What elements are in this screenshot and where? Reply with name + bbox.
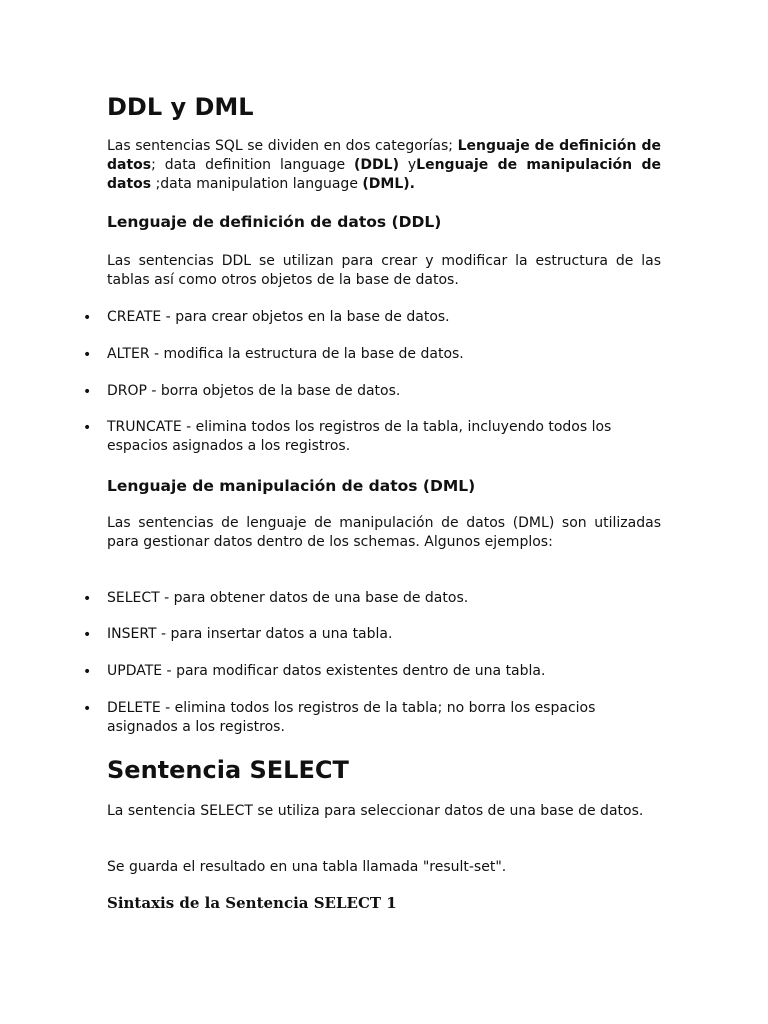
ddl-item-truncate: TRUNCATE - elimina todos los registros de la tabla, incluyendo todos los espacios asignados a los registros. bbox=[107, 419, 612, 454]
bullet-icon: • bbox=[83, 420, 92, 436]
intro-text-2: ; data definition language bbox=[151, 157, 355, 173]
select-paragraph-2: Se guarda el resultado en una tabla llamada "result-set". bbox=[107, 859, 507, 875]
dml-item-delete: DELETE - elimina todos los registros de la tabla; no borra los espacios asignados a los registros. bbox=[107, 700, 596, 735]
intro-bold-ddl-name: Lenguaje de definición de datos bbox=[107, 138, 662, 173]
bullet-icon: • bbox=[83, 384, 92, 400]
bullet-icon: • bbox=[83, 347, 92, 363]
intro-text-4: ;data manipulation language bbox=[151, 176, 363, 192]
bullet-icon: • bbox=[83, 591, 92, 607]
dml-item-insert: INSERT - para insertar datos a una tabla. bbox=[107, 626, 393, 642]
select-title: Sentencia SELECT bbox=[107, 756, 349, 784]
intro-text-3: y bbox=[398, 157, 417, 173]
ddl-heading: Lenguaje de definición de datos (DDL) bbox=[107, 213, 442, 231]
select-paragraph-1: La sentencia SELECT se utiliza para seleccionar datos de una base de datos. bbox=[107, 803, 644, 819]
ddl-paragraph: Las sentencias DDL se utilizan para crear y modificar la estructura de las tablas así como otros objetos de la base de datos. bbox=[107, 253, 661, 288]
bullet-icon: • bbox=[83, 627, 92, 643]
bullet-icon: • bbox=[83, 664, 92, 680]
ddl-item-drop: DROP - borra objetos de la base de datos. bbox=[107, 383, 401, 399]
select-syntax-heading: Sintaxis de la Sentencia SELECT 1 bbox=[107, 894, 397, 912]
intro-text-1: Las sentencias SQL se dividen en dos categorías; bbox=[107, 138, 458, 154]
dml-item-select: SELECT - para obtener datos de una base de datos. bbox=[107, 590, 469, 606]
intro-bold-dml: (DML). bbox=[362, 176, 415, 192]
ddl-item-create: CREATE - para crear objetos en la base de datos. bbox=[107, 309, 450, 325]
ddl-dml-intro bbox=[107, 137, 661, 194]
bullet-icon: • bbox=[83, 310, 92, 326]
dml-paragraph: Las sentencias de lenguaje de manipulación de datos (DML) son utilizadas para gestionar datos dentro de los schemas. Algunos ejemplos: bbox=[107, 515, 661, 550]
intro-bold-dml-name: Lenguaje de manipulación de datos bbox=[107, 157, 661, 192]
ddl-item-alter: ALTER - modifica la estructura de la base de datos. bbox=[107, 346, 464, 362]
dml-item-update: UPDATE - para modificar datos existentes dentro de una tabla. bbox=[107, 663, 546, 679]
ddl-dml-title: DDL y DML bbox=[107, 93, 254, 121]
bullet-icon: • bbox=[83, 701, 92, 717]
intro-bold-ddl: (DDL) bbox=[354, 157, 399, 173]
dml-heading: Lenguaje de manipulación de datos (DML) bbox=[107, 477, 476, 495]
